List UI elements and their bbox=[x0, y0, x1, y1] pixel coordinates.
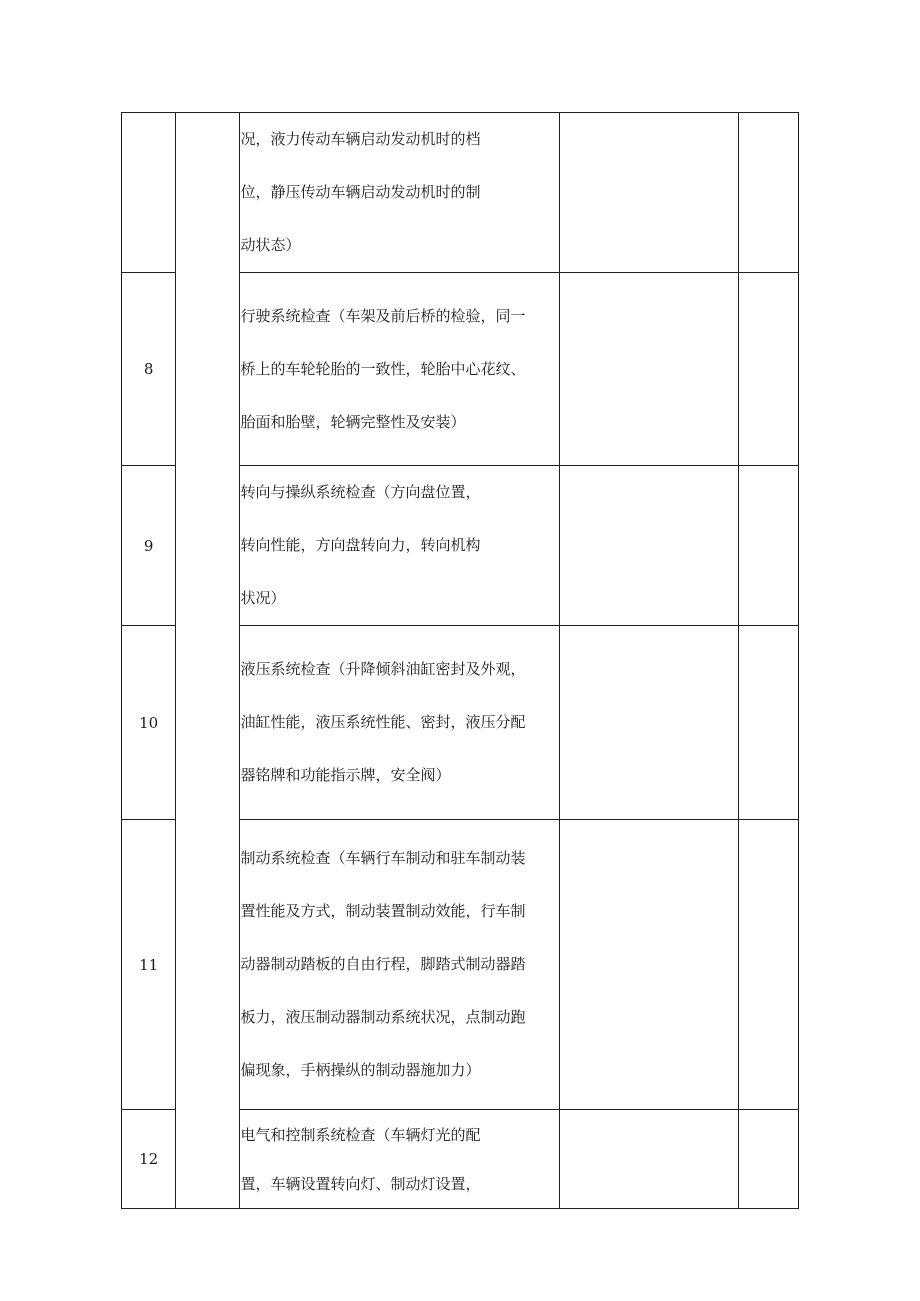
remark-cell bbox=[738, 466, 798, 626]
item-line: 置性能及方式，制动装置制动效能，行车制 bbox=[240, 902, 526, 920]
remark-cell bbox=[738, 626, 798, 820]
item-line: 置，车辆设置转向灯、制动灯设置， bbox=[240, 1175, 481, 1193]
item-line: 胎面和胎壁，轮辆完整性及安装） bbox=[240, 412, 466, 431]
item-line: 行驶系统检查（车架及前后桥的检验，同一 bbox=[240, 306, 526, 325]
merged-blank-cell bbox=[176, 113, 239, 1209]
remark-cell bbox=[738, 113, 798, 273]
inspection-item-cell bbox=[239, 273, 559, 466]
item-line: 偏现象，手柄操纵的制动器施加力） bbox=[240, 1061, 481, 1079]
item-line: 电气和控制系统检查（车辆灯光的配 bbox=[240, 1126, 481, 1144]
result-cell bbox=[559, 820, 738, 1110]
item-line: 板力，液压制动器制动系统状况，点制动跑 bbox=[240, 1008, 526, 1026]
remark-cell bbox=[738, 273, 798, 466]
result-cell bbox=[559, 273, 738, 466]
row-number-cell: 8 bbox=[122, 273, 176, 466]
inspection-item-cell bbox=[239, 626, 559, 820]
item-line: 器铭牌和功能指示牌，安全阀） bbox=[240, 766, 451, 784]
inspection-item-cell bbox=[239, 113, 559, 273]
inspection-item-cell bbox=[239, 820, 559, 1110]
item-line: 制动系统检查（车辆行车制动和驻车制动装 bbox=[240, 849, 526, 867]
row-number-cell: 11 bbox=[122, 820, 176, 1110]
row-number-cell: 9 bbox=[122, 466, 176, 626]
remark-cell bbox=[738, 1110, 798, 1209]
item-line: 动状态） bbox=[240, 236, 301, 254]
inspection-table bbox=[121, 112, 799, 1209]
item-line: 桥上的车轮轮胎的一致性，轮胎中心花纹、 bbox=[240, 359, 526, 378]
remark-cell bbox=[738, 820, 798, 1110]
result-cell bbox=[559, 113, 738, 273]
row-number-cell: 10 bbox=[122, 626, 176, 820]
table-row bbox=[122, 113, 799, 273]
inspection-item-cell bbox=[239, 1110, 559, 1209]
item-line: 位，静压传动车辆启动发动机时的制 bbox=[240, 183, 481, 201]
item-line: 转向性能，方向盘转向力，转向机构 bbox=[240, 536, 481, 554]
item-line: 状况） bbox=[240, 589, 286, 607]
result-cell bbox=[559, 626, 738, 820]
item-line: 转向与操纵系统检查（方向盘位置， bbox=[240, 483, 481, 501]
row-number-cell: 12 bbox=[122, 1110, 176, 1209]
result-cell bbox=[559, 466, 738, 626]
item-line: 况，液力传动车辆启动发动机时的档 bbox=[240, 130, 481, 148]
item-line: 动器制动踏板的自由行程，脚踏式制动器踏 bbox=[240, 955, 526, 973]
row-number-cell bbox=[122, 113, 176, 273]
result-cell bbox=[559, 1110, 738, 1209]
item-line: 油缸性能，液压系统性能、密封，液压分配 bbox=[240, 713, 526, 731]
inspection-item-cell bbox=[239, 466, 559, 626]
item-line: 液压系统检查（升降倾斜油缸密封及外观， bbox=[240, 660, 526, 678]
